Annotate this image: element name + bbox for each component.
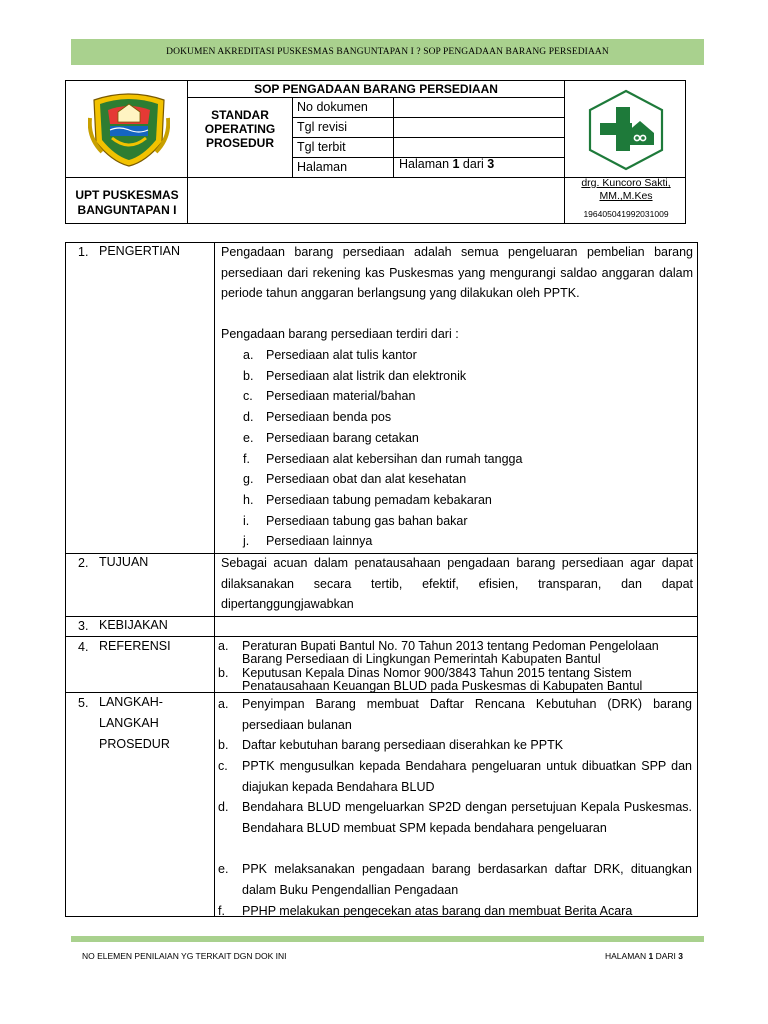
section-number: 5. [78, 696, 89, 710]
signer-block [565, 177, 687, 221]
tgl-revisi-label: Tgl revisi [297, 120, 348, 134]
puskesmas-logo-icon [586, 89, 666, 171]
section-number: 2. [78, 556, 89, 570]
halaman-label: Halaman [297, 160, 348, 174]
pengertian-list-intro: Pengadaan barang persediaan terdiri dari : [221, 327, 459, 341]
standard-operating-procedure-label: STANDAR OPERATING PROSEDUR [204, 108, 276, 150]
section-number: 4. [78, 640, 89, 654]
pengertian-paragraph: Pengadaan barang persediaan adalah semua pengeluaran pembelian barang persediaan dari rekening kas Puskesmas yang mengurangi saldao anggaran dalam periode tahun anggaran berlangsung yang dilakukan oleh PPTK. [221, 245, 693, 301]
section-title-pengertian: PENGERTIAN [99, 244, 181, 258]
document-header-bar: DOKUMEN AKREDITASI PUSKESMAS BANGUNTAPAN I ? SOP PENGADAAN BARANG PERSEDIAAN [71, 39, 704, 65]
signer-name-line2: MM.,M.Kes [599, 190, 653, 202]
section-title-kebijakan: KEBIJAKAN [99, 618, 168, 632]
tgl-terbit-label: Tgl terbit [297, 140, 346, 154]
organization-name: UPT PUSKESMAS BANGUNTAPAN I [75, 187, 179, 217]
no-dokumen-label: No dokumen [297, 100, 368, 114]
tujuan-text: Sebagai acuan dalam penatausahaan pengadaan barang persediaan agar dapat dilaksanakan secara tertib, efektif, efisien, transparan, dan dapat dipertanggungjawabkan [221, 556, 693, 612]
section-number: 3. [78, 619, 89, 633]
signer-name-line1: drg. Kuncoro Sakti, [581, 177, 671, 189]
footer-element-note: NO ELEMEN PENILAIAN YG TERKAIT DGN DOK INI [82, 951, 287, 961]
sop-header-table [65, 80, 686, 224]
footer-page-number: HALAMAN 1 DARI 3 [605, 951, 683, 961]
section-title-langkah: LANGKAH- LANGKAH PROSEDUR [99, 695, 170, 751]
sop-content-table: 1. PENGERTIAN Pengadaan barang persediaan adalah semua pengeluaran pembelian barang persediaan dari rekening kas Puskesmas yang mengurangi saldao anggaran dalam periode tahun anggaran berlangsung yang dilakukan oleh PPTK. Pengadaan barang persediaan terdiri dari : a. Persediaan alat tulis kantor b. Persediaan alat listrik dan elektronik c. Persediaan material/bahan d. Persediaan benda pos e. Persediaan barang cetakan f. Persediaan alat kebersihan dan rumah tangga g. Persediaan obat dan alat kesehatan h. Persediaan tabung pemadam kebakaran i. Persediaan tabung gas bahan bakar j. Persediaan lainnya 2. TUJUAN Sebagai acuan dalam penatausahaan pengadaan barang persediaan agar dapat dilaksanakan secara tertib, efektif, efisien, transparan, dan dapat dipertanggungjawabkan 3. KEBIJAKAN 4. REFERENSI a. Peraturan Bupati Bantul No. 70 Tahun 2013 tentang Pedoman Pengelolaan Barang Persediaan di Lingkungan Pemerintah Kabupaten Bantul b. Keputusan Kepala Dinas Nomor 900/3843 Tahun 2015 tentang Sistem Penatausahaan Keuangan BLUD pada Puskesmas di Kabupaten Bantul 5. LANGKAH- LANGKAH PROSEDUR a. Penyimpan Barang membuat Daftar Rencana Kebutuhan (DRK) barang persediaan bulanan b. Daftar kebutuhan barang persediaan diserahkan ke PPTK c. PPTK mengusulkan kepada Bendahara pengeluaran untuk dibuatkan SPP dan diajukan kepada Bendahara BLUD d. Bendahara BLUD mengeluarkan SP2D dengan persetujuan Kepala Puskesmas. Bendahara BLUD membuat SPM kepada bendahara pengeluaran e. PPK melaksanakan pengadaan barang berdasarkan daftar DRK, dituangkan dalam Buku Pengendallian Pengadaan f. PPHP melakukan pengecekan atas barang dan membuat Berita Acara [65, 242, 698, 917]
section-title-tujuan: TUJUAN [99, 555, 149, 569]
halaman-value: Halaman 1 dari 3 [399, 157, 495, 171]
sop-title: SOP PENGADAAN BARANG PERSEDIAAN [254, 82, 498, 96]
section-number: 1. [78, 245, 89, 259]
regency-emblem-icon [88, 90, 170, 168]
footer-bar [71, 936, 704, 942]
signer-nip: 196405041992031009 [583, 209, 669, 219]
section-title-referensi: REFERENSI [99, 639, 171, 653]
